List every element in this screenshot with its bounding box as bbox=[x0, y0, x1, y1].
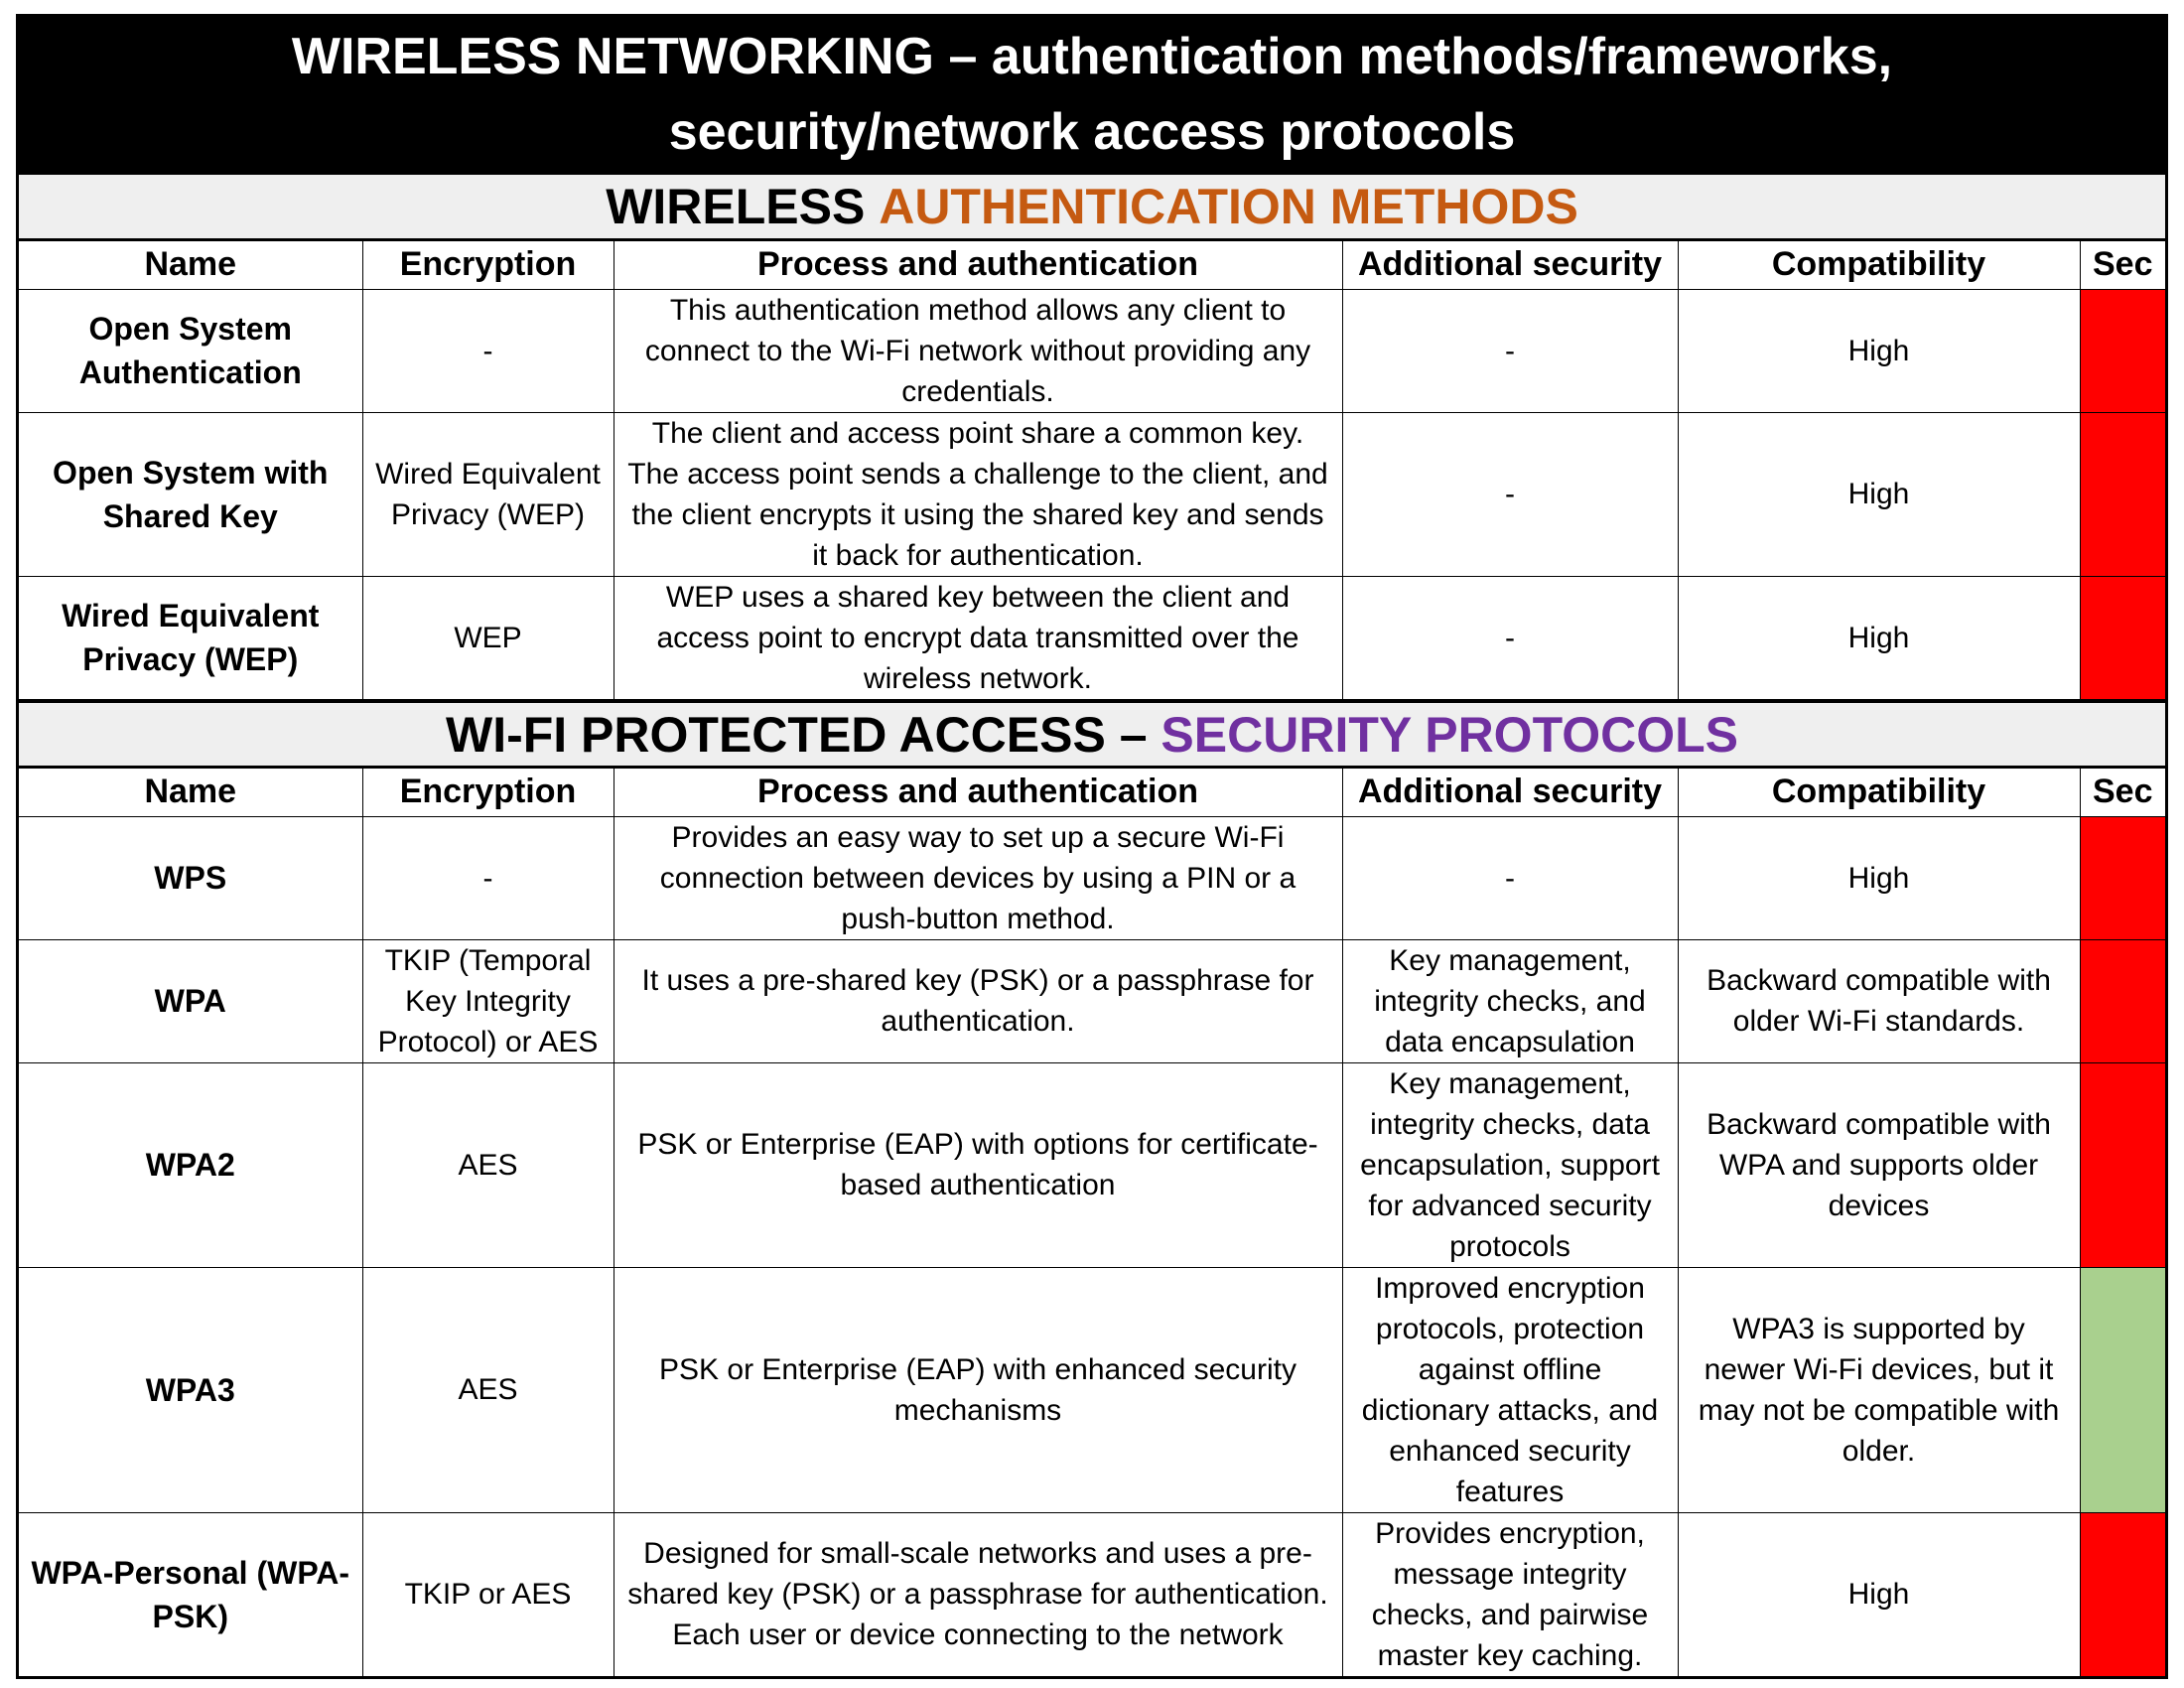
row-encryption: AES bbox=[362, 1062, 614, 1267]
row-additional-security: Provides encryption, message integrity checks, and pairwise master key caching. bbox=[1342, 1512, 1678, 1676]
row-compatibility: High bbox=[1678, 1512, 2080, 1676]
row-name: WPA bbox=[19, 939, 362, 1062]
row-process: It uses a pre-shared key (PSK) or a passphrase for authentication. bbox=[614, 939, 1342, 1062]
cheat-sheet bbox=[16, 14, 2168, 1679]
row-compatibility: Backward compatible with WPA and supports older devices bbox=[1678, 1062, 2080, 1267]
row-process: The client and access point share a common key. The access point sends a challenge to the client, and the client encrypts it using the shared key and sends it back for authentication. bbox=[614, 412, 1342, 576]
security-rating-cell bbox=[2080, 1267, 2165, 1512]
header-process: Process and authentication bbox=[614, 241, 1342, 289]
security-rating-cell bbox=[2080, 576, 2165, 699]
row-compatibility: Backward compatible with older Wi-Fi standards. bbox=[1678, 939, 2080, 1062]
row-encryption: TKIP or AES bbox=[362, 1512, 614, 1676]
header-sec: Sec bbox=[2080, 769, 2165, 816]
row-process: This authentication method allows any client to connect to the Wi-Fi network without providing any credentials. bbox=[614, 289, 1342, 412]
row-name: Wired Equivalent Privacy (WEP) bbox=[19, 576, 362, 699]
row-encryption: - bbox=[362, 816, 614, 939]
row-additional-security: - bbox=[1342, 289, 1678, 412]
row-name: WPA3 bbox=[19, 1267, 362, 1512]
row-encryption: TKIP (Temporal Key Integrity Protocol) or AES bbox=[362, 939, 614, 1062]
table-row bbox=[19, 1267, 2165, 1512]
header-process: Process and authentication bbox=[614, 769, 1342, 816]
row-encryption: - bbox=[362, 289, 614, 412]
title-line-2: security/network access protocols bbox=[668, 103, 1516, 161]
row-process: PSK or Enterprise (EAP) with options for certificate-based authentication bbox=[614, 1062, 1342, 1267]
section-heading-authentication-methods bbox=[19, 172, 2165, 241]
row-additional-security: - bbox=[1342, 576, 1678, 699]
row-name: Open System with Shared Key bbox=[19, 412, 362, 576]
row-name: WPS bbox=[19, 816, 362, 939]
row-encryption: AES bbox=[362, 1267, 614, 1512]
section-heading-prefix: WIRELESS bbox=[606, 179, 880, 234]
header-name: Name bbox=[19, 769, 362, 816]
header-additional-security: Additional security bbox=[1342, 241, 1678, 289]
table-row bbox=[19, 576, 2165, 699]
page-title bbox=[19, 17, 2165, 172]
row-compatibility: WPA3 is supported by newer Wi-Fi devices, but it may not be compatible with older. bbox=[1678, 1267, 2080, 1512]
header-additional-security: Additional security bbox=[1342, 769, 1678, 816]
row-process: WEP uses a shared key between the client and access point to encrypt data transmitted over the wireless network. bbox=[614, 576, 1342, 699]
security-protocols-table bbox=[19, 769, 2165, 1676]
table-header-row bbox=[19, 241, 2165, 289]
section-heading-accent: SECURITY PROTOCOLS bbox=[1160, 706, 1738, 763]
row-additional-security: Key management, integrity checks, data encapsulation, support for advanced security protocols bbox=[1342, 1062, 1678, 1267]
header-encryption: Encryption bbox=[362, 769, 614, 816]
row-compatibility: High bbox=[1678, 412, 2080, 576]
row-additional-security: - bbox=[1342, 412, 1678, 576]
row-additional-security: Key management, integrity checks, and data encapsulation bbox=[1342, 939, 1678, 1062]
table-row bbox=[19, 1062, 2165, 1267]
row-name: WPA-Personal (WPA-PSK) bbox=[19, 1512, 362, 1676]
table-row bbox=[19, 939, 2165, 1062]
row-name: WPA2 bbox=[19, 1062, 362, 1267]
row-compatibility: High bbox=[1678, 816, 2080, 939]
header-sec: Sec bbox=[2080, 241, 2165, 289]
row-name: Open System Authentication bbox=[19, 289, 362, 412]
section-heading-security-protocols bbox=[19, 699, 2165, 769]
authentication-methods-table bbox=[19, 241, 2165, 699]
security-rating-cell bbox=[2080, 939, 2165, 1062]
security-rating-cell bbox=[2080, 289, 2165, 412]
security-rating-cell bbox=[2080, 1512, 2165, 1676]
security-rating-cell bbox=[2080, 412, 2165, 576]
row-process: Designed for small-scale networks and uses a pre-shared key (PSK) or a passphrase for authentication. Each user or device connecting to the network bbox=[614, 1512, 1342, 1676]
security-rating-cell bbox=[2080, 816, 2165, 939]
row-compatibility: High bbox=[1678, 289, 2080, 412]
row-compatibility: High bbox=[1678, 576, 2080, 699]
table-row bbox=[19, 412, 2165, 576]
table-header-row bbox=[19, 769, 2165, 816]
table-row bbox=[19, 1512, 2165, 1676]
row-additional-security: - bbox=[1342, 816, 1678, 939]
row-process: PSK or Enterprise (EAP) with enhanced security mechanisms bbox=[614, 1267, 1342, 1512]
header-compatibility: Compatibility bbox=[1678, 241, 2080, 289]
row-encryption: WEP bbox=[362, 576, 614, 699]
table-row bbox=[19, 816, 2165, 939]
section-heading-prefix: WI-FI PROTECTED ACCESS – bbox=[446, 706, 1161, 763]
row-process: Provides an easy way to set up a secure Wi-Fi connection between devices by using a PIN or a push-button method. bbox=[614, 816, 1342, 939]
title-line-1: WIRELESS NETWORKING – authentication methods/frameworks, bbox=[291, 28, 1893, 85]
header-encryption: Encryption bbox=[362, 241, 614, 289]
table-row bbox=[19, 289, 2165, 412]
header-name: Name bbox=[19, 241, 362, 289]
section-heading-accent: AUTHENTICATION METHODS bbox=[879, 179, 1578, 234]
row-encryption: Wired Equivalent Privacy (WEP) bbox=[362, 412, 614, 576]
row-additional-security: Improved encryption protocols, protection against offline dictionary attacks, and enhanced security features bbox=[1342, 1267, 1678, 1512]
security-rating-cell bbox=[2080, 1062, 2165, 1267]
header-compatibility: Compatibility bbox=[1678, 769, 2080, 816]
